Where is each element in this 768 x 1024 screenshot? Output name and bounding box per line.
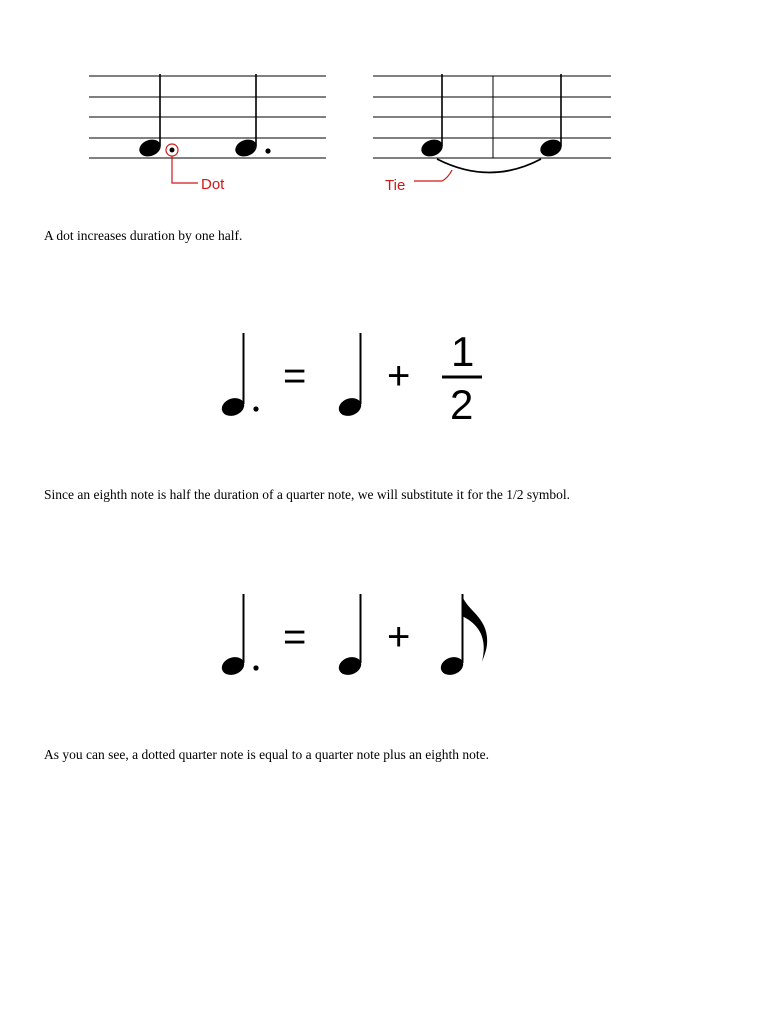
augmentation-dot xyxy=(170,148,175,153)
dotted-quarter-note xyxy=(219,333,258,419)
eighth-note xyxy=(438,594,487,678)
conclusion-text: As you can see, a dotted quarter note is equal to a quarter note plus an eighth note. xyxy=(44,747,489,762)
equation-eighth-figure xyxy=(210,586,500,686)
fraction-denominator: 2 xyxy=(450,381,474,428)
augmentation-dot xyxy=(265,148,270,153)
left-staff xyxy=(89,76,326,158)
dot-explanation-text: A dot increases duration by one half. xyxy=(44,228,243,243)
dot-leader-line xyxy=(172,156,198,183)
plus-sign: + xyxy=(387,615,411,659)
equals-sign: = xyxy=(283,615,307,659)
fraction-numerator: 1 xyxy=(451,328,475,375)
right-staff xyxy=(373,76,611,158)
substitution-text: Since an eighth note is half the duration of a quarter note, we will substitute it for the 1/2 symbol. xyxy=(44,487,571,502)
plus-sign: + xyxy=(387,354,411,398)
equals-sign: = xyxy=(283,354,307,398)
dot-tie-staves-figure xyxy=(80,60,640,200)
eighth-note-flag xyxy=(462,594,487,662)
tie-label: Tie xyxy=(385,177,406,194)
quarter-note xyxy=(336,594,363,678)
dot-label: Dot xyxy=(201,176,225,193)
tie-leader-line xyxy=(414,170,452,181)
tie-curve xyxy=(437,159,541,173)
augmentation-dot xyxy=(253,665,258,670)
quarter-note xyxy=(336,333,363,419)
augmentation-dot xyxy=(253,406,258,411)
dotted-quarter-note xyxy=(219,594,258,678)
equation-half-figure xyxy=(210,325,500,430)
